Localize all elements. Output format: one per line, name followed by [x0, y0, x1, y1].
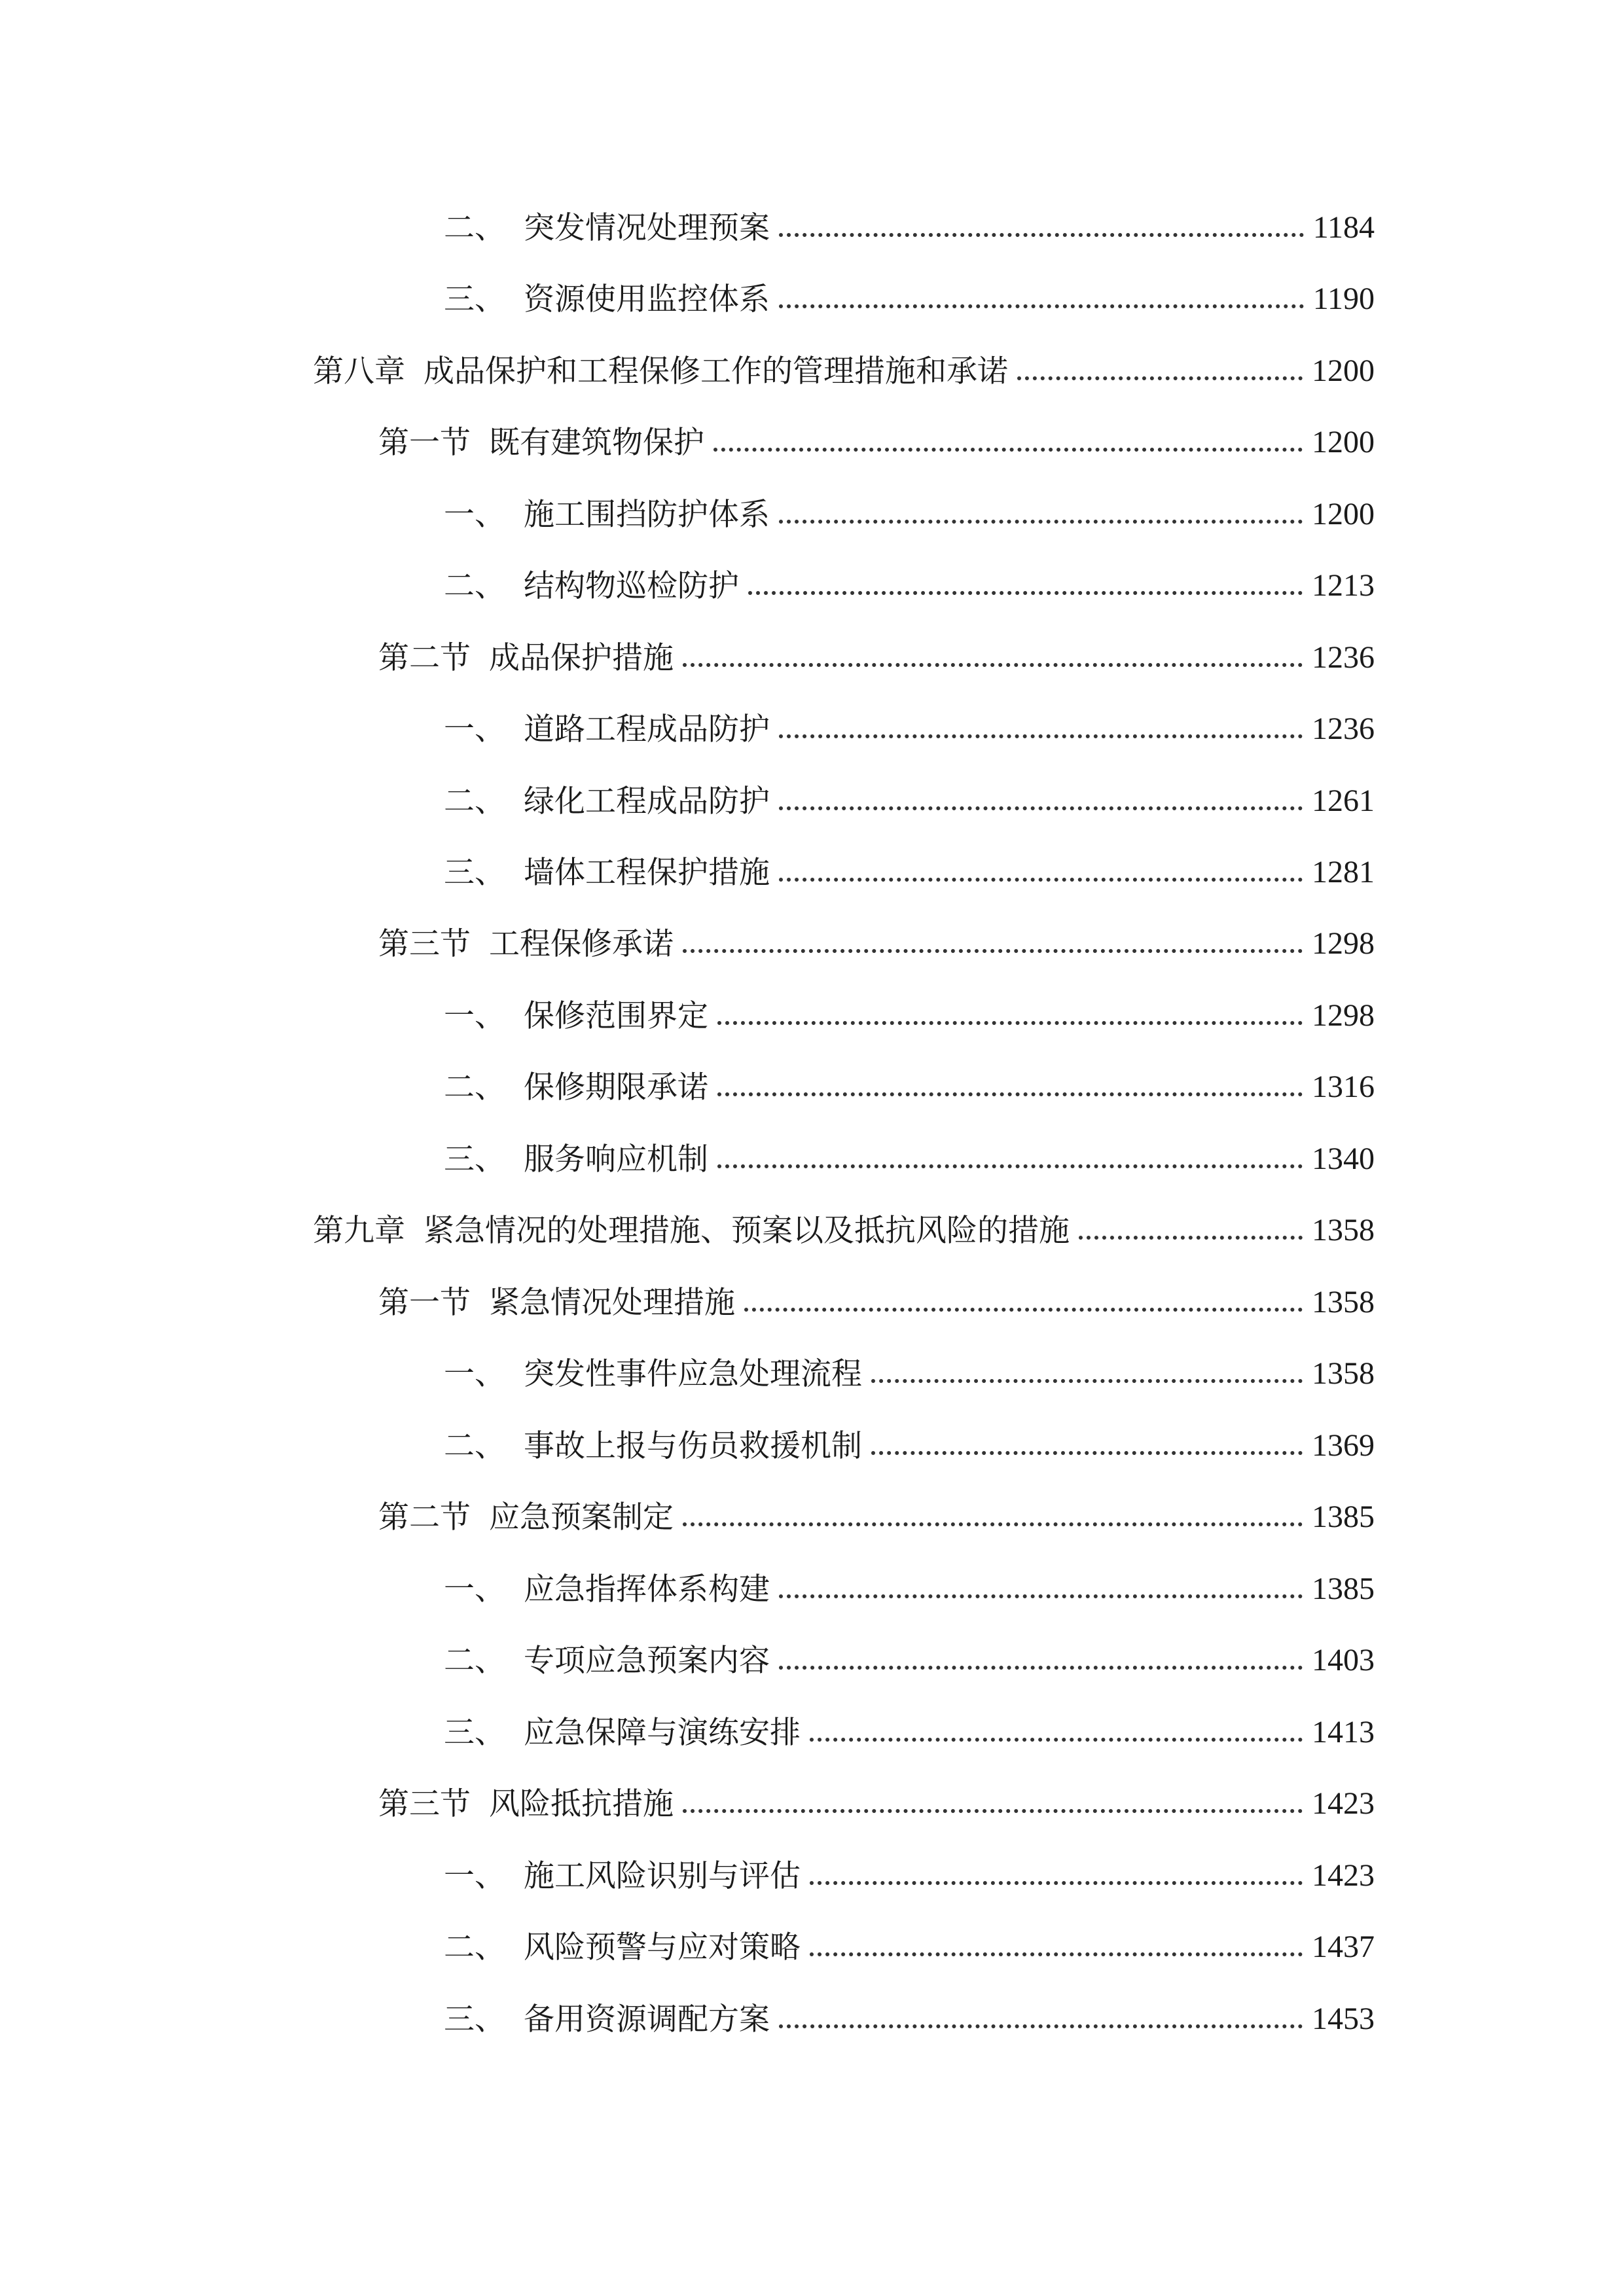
entry-title: 应急指挥体系构建 — [524, 1571, 770, 1607]
entry-title: 保修期限承诺 — [524, 1069, 708, 1105]
dot-leader — [683, 1809, 1303, 1813]
toc-entry[interactable] — [444, 1982, 1375, 2035]
entry-number: 二、 — [444, 568, 505, 604]
entry-title: 紧急情况的处理措施、预案以及抵抗风险的措施 — [424, 1213, 1070, 1249]
entry-number: 一、 — [444, 1571, 505, 1607]
entry-page-number: 1281 — [1312, 855, 1375, 889]
dot-leader — [871, 1451, 1303, 1455]
toc-entry[interactable] — [378, 621, 1375, 676]
toc-entry[interactable] — [444, 262, 1375, 315]
toc-entry[interactable] — [444, 191, 1375, 246]
entry-number: 一、 — [444, 998, 505, 1034]
entry-number: 二、 — [444, 1069, 505, 1105]
entry-title: 应急预案制定 — [489, 1499, 674, 1535]
entry-number: 第二节 — [378, 1499, 471, 1535]
entry-number: 第一节 — [378, 1285, 471, 1321]
entry-title: 突发性事件应急处理流程 — [524, 1356, 862, 1392]
entry-page-number: 1453 — [1312, 2001, 1375, 2036]
entry-number: 第三节 — [378, 926, 471, 962]
entry-title: 既有建筑物保护 — [489, 425, 704, 461]
entry-title: 专项应急预案内容 — [524, 1643, 770, 1679]
entry-number: 三、 — [444, 281, 505, 317]
entry-title: 结构物巡检防护 — [524, 568, 739, 604]
entry-page-number: 1261 — [1312, 783, 1375, 818]
entry-number: 二、 — [444, 1643, 505, 1679]
entry-number: 二、 — [444, 1428, 505, 1464]
dot-leader — [683, 1522, 1303, 1526]
dot-leader — [871, 1379, 1303, 1383]
entry-page-number: 1385 — [1312, 1571, 1375, 1606]
entry-title: 突发情况处理预案 — [524, 210, 770, 246]
entry-number: 第一节 — [378, 425, 471, 461]
entry-title: 风险抵抗措施 — [489, 1786, 674, 1822]
dot-leader — [810, 1738, 1303, 1742]
dot-leader — [779, 806, 1303, 810]
toc-entry[interactable] — [444, 549, 1375, 604]
toc-entry[interactable] — [313, 334, 1375, 387]
entry-title: 施工风险识别与评估 — [524, 1858, 801, 1894]
dot-leader — [713, 448, 1303, 452]
entry-page-number: 1316 — [1312, 1069, 1375, 1104]
entry-number: 二、 — [444, 210, 505, 246]
entry-title: 应急保障与演练安排 — [524, 1715, 801, 1751]
dot-leader — [748, 591, 1303, 595]
toc-entry[interactable] — [378, 406, 1375, 461]
dot-leader — [779, 734, 1303, 738]
entry-page-number: 1385 — [1312, 1499, 1375, 1534]
entry-page-number: 1358 — [1312, 1213, 1375, 1247]
entry-number: 第二节 — [378, 640, 471, 676]
dot-leader — [683, 663, 1303, 667]
toc-entry[interactable] — [444, 1696, 1375, 1751]
entry-page-number: 1190 — [1312, 281, 1375, 316]
toc-entry[interactable] — [444, 692, 1375, 745]
entry-title: 墙体工程保护措施 — [524, 855, 770, 891]
entry-page-number: 1358 — [1312, 1285, 1375, 1319]
entry-number: 三、 — [444, 855, 505, 891]
dot-leader — [779, 520, 1303, 524]
entry-title: 成品保护措施 — [489, 640, 674, 676]
dot-leader — [717, 1092, 1303, 1096]
entry-page-number: 1437 — [1312, 1929, 1375, 1964]
entry-number: 第八章 — [313, 353, 405, 389]
entry-page-number: 1200 — [1312, 353, 1375, 388]
toc-entry[interactable] — [444, 1624, 1375, 1679]
toc-entry[interactable] — [444, 1552, 1375, 1605]
entry-number: 二、 — [444, 1929, 505, 1965]
entry-number: 二、 — [444, 783, 505, 819]
entry-title: 服务响应机制 — [524, 1141, 708, 1177]
entry-page-number: 1213 — [1312, 568, 1375, 603]
dot-leader — [779, 1666, 1303, 1670]
dot-leader — [810, 1952, 1303, 1956]
entry-title: 备用资源调配方案 — [524, 2001, 770, 2037]
toc-entry[interactable] — [444, 1122, 1375, 1175]
entry-page-number: 1236 — [1312, 711, 1375, 746]
entry-number: 一、 — [444, 497, 505, 533]
entry-title: 施工围挡防护体系 — [524, 497, 770, 533]
toc-entry[interactable] — [444, 1839, 1375, 1892]
entry-page-number: 1200 — [1312, 497, 1375, 531]
entry-title: 工程保修承诺 — [489, 926, 674, 962]
entry-number: 三、 — [444, 1141, 505, 1177]
dot-leader — [779, 878, 1303, 882]
toc-entry[interactable] — [444, 1409, 1375, 1462]
toc-entry[interactable] — [378, 907, 1375, 960]
toc-entry[interactable] — [313, 1194, 1375, 1249]
entry-number: 第九章 — [313, 1213, 405, 1249]
entry-page-number: 1340 — [1312, 1141, 1375, 1176]
entry-number: 一、 — [444, 711, 505, 747]
entry-title: 成品保护和工程保修工作的管理措施和承诺 — [424, 353, 1008, 389]
entry-page-number: 1423 — [1312, 1786, 1375, 1821]
dot-leader — [683, 949, 1303, 953]
entry-page-number: 1403 — [1312, 1643, 1375, 1677]
dot-leader — [717, 1021, 1303, 1025]
entry-title: 保修范围界定 — [524, 998, 708, 1034]
entry-number: 一、 — [444, 1858, 505, 1894]
entry-page-number: 1236 — [1312, 640, 1375, 675]
entry-number: 三、 — [444, 1715, 505, 1751]
entry-title: 绿化工程成品防护 — [524, 783, 770, 819]
dot-leader — [744, 1308, 1303, 1312]
toc-entry[interactable] — [444, 1910, 1375, 1963]
dot-leader — [1017, 376, 1303, 380]
toc-entry[interactable] — [378, 1266, 1375, 1321]
entry-number: 第三节 — [378, 1786, 471, 1822]
entry-page-number: 1298 — [1312, 998, 1375, 1033]
dot-leader — [1079, 1236, 1303, 1240]
toc-entry[interactable] — [444, 1337, 1375, 1390]
entry-title: 资源使用监控体系 — [524, 281, 770, 317]
entry-number: 三、 — [444, 2001, 505, 2037]
entry-title: 风险预警与应对策略 — [524, 1929, 801, 1965]
dot-leader — [779, 233, 1304, 237]
entry-title: 事故上报与伤员救援机制 — [524, 1428, 862, 1464]
entry-page-number: 1184 — [1312, 210, 1375, 245]
entry-page-number: 1369 — [1312, 1428, 1375, 1463]
entry-page-number: 1298 — [1312, 926, 1375, 961]
toc-entry[interactable] — [444, 478, 1375, 533]
entry-page-number: 1358 — [1312, 1356, 1375, 1391]
toc-entry[interactable] — [444, 836, 1375, 891]
toc-entry[interactable] — [378, 1767, 1375, 1820]
toc-entry[interactable] — [444, 764, 1375, 817]
dot-leader — [717, 1164, 1303, 1168]
entry-title: 紧急情况处理措施 — [489, 1285, 735, 1321]
toc-entry[interactable] — [444, 979, 1375, 1034]
toc-entry[interactable] — [378, 1480, 1375, 1533]
dot-leader — [779, 1594, 1303, 1598]
dot-leader — [810, 1881, 1303, 1885]
entry-page-number: 1413 — [1312, 1715, 1375, 1749]
entry-page-number: 1423 — [1312, 1858, 1375, 1893]
dot-leader — [779, 304, 1304, 308]
dot-leader — [779, 2024, 1303, 2028]
entry-number: 一、 — [444, 1356, 505, 1392]
toc-entry[interactable] — [444, 1050, 1375, 1103]
entry-title: 道路工程成品防护 — [524, 711, 770, 747]
entry-page-number: 1200 — [1312, 425, 1375, 459]
